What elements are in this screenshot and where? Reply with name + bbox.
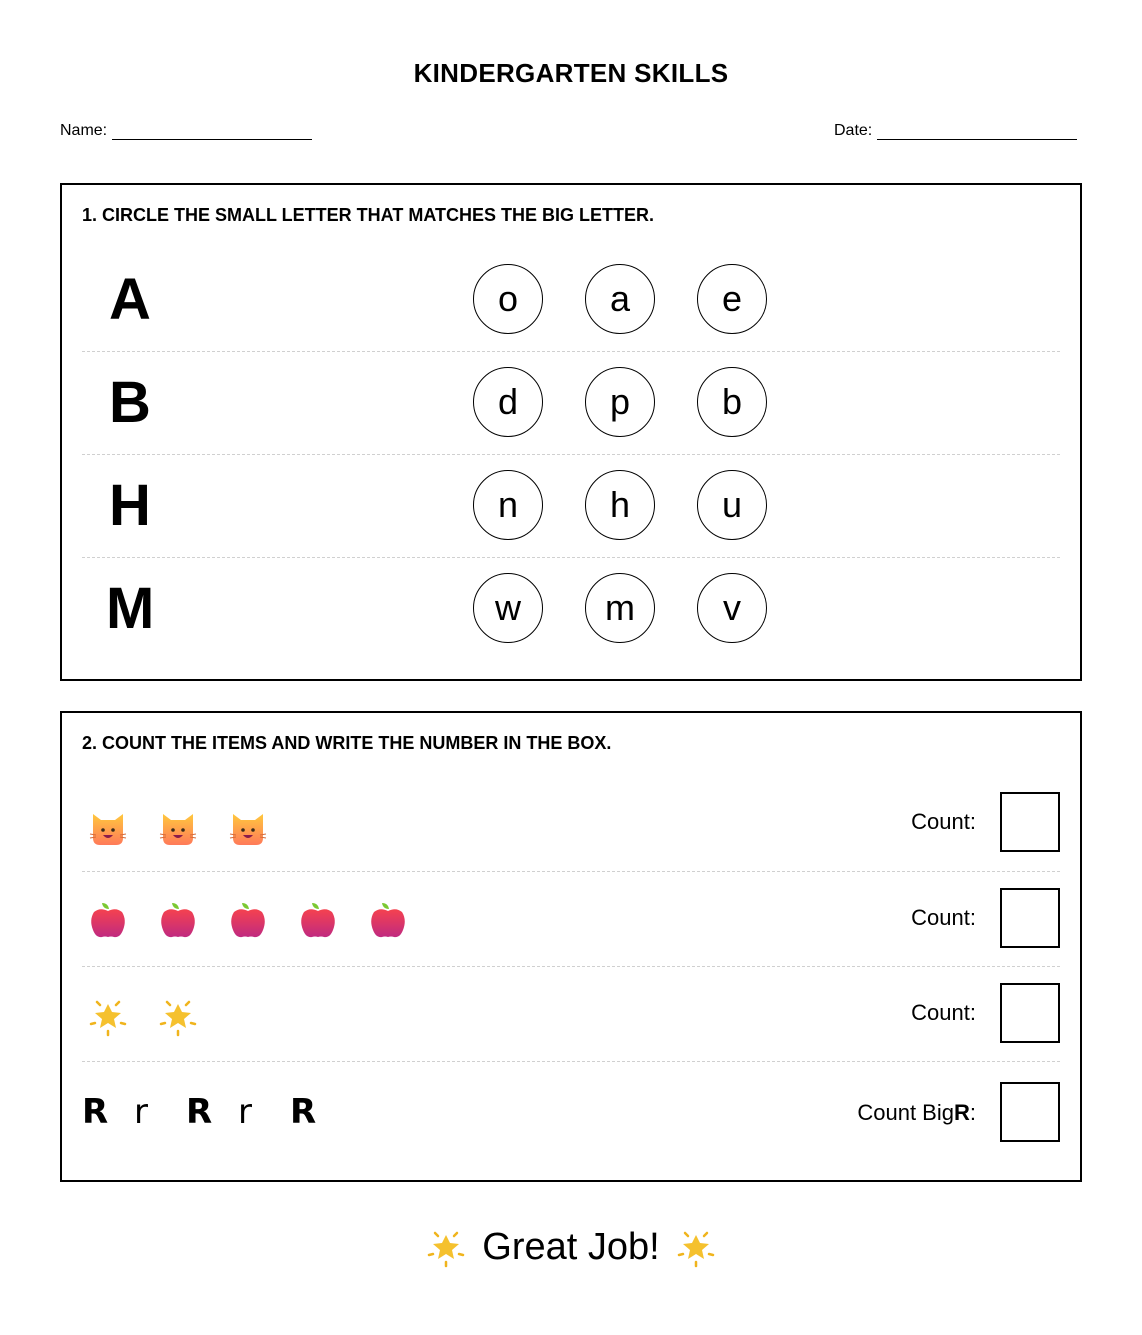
- worksheet-title: KINDERGARTEN SKILLS: [413, 58, 729, 88]
- glowing-star-icon: [426, 1228, 466, 1268]
- big-letter: H: [109, 473, 151, 538]
- letter-item: R: [186, 1092, 213, 1132]
- count-answer-box[interactable]: [1000, 888, 1060, 948]
- count-row-letters: [82, 1062, 1060, 1162]
- count-answer-box[interactable]: [1000, 792, 1060, 852]
- letter-item: R: [82, 1092, 109, 1132]
- letter-row: [82, 352, 1060, 455]
- big-letter: B: [109, 370, 151, 435]
- apple-icon: [298, 900, 338, 940]
- letter-option[interactable]: a: [585, 264, 655, 334]
- count-label-prefix: Count Big: [857, 1100, 954, 1125]
- letter-option[interactable]: o: [473, 264, 543, 334]
- letter-option[interactable]: u: [697, 470, 767, 540]
- letter-option[interactable]: p: [585, 367, 655, 437]
- date-blank-line[interactable]: [877, 125, 1077, 140]
- count-label: [857, 1100, 976, 1126]
- letter-group: [82, 1092, 342, 1132]
- apple-icon: [88, 900, 128, 940]
- count-label-bold: R: [953, 1100, 970, 1125]
- count-label: Count:: [911, 905, 976, 930]
- letter-option[interactable]: b: [697, 367, 767, 437]
- name-field[interactable]: [60, 122, 312, 140]
- letter-option[interactable]: v: [697, 573, 767, 643]
- letter-option[interactable]: d: [473, 367, 543, 437]
- big-letter: M: [106, 576, 155, 641]
- letter-item: R: [290, 1092, 317, 1132]
- letter-option[interactable]: n: [473, 470, 543, 540]
- cat-face-icon: [158, 808, 198, 848]
- cat-face-icon: [228, 808, 268, 848]
- letter-option[interactable]: m: [585, 573, 655, 643]
- apple-icon: [368, 900, 408, 940]
- letter-item: r: [134, 1092, 148, 1132]
- section-heading: 2. COUNT THE ITEMS AND WRITE THE NUMBER IN THE BOX.: [82, 733, 612, 753]
- apple-icon: [228, 900, 268, 940]
- footer-text: Great Job!: [482, 1226, 660, 1268]
- name-blank-line[interactable]: [112, 125, 312, 140]
- letter-row: [82, 248, 1060, 352]
- date-label: Date:: [834, 122, 873, 139]
- letter-option[interactable]: e: [697, 264, 767, 334]
- item-group: [88, 997, 198, 1037]
- count-answer-box[interactable]: [1000, 983, 1060, 1043]
- count-row-apples: [82, 872, 1060, 967]
- count-answer-box[interactable]: [1000, 1082, 1060, 1142]
- glowing-star-icon: [88, 997, 128, 1037]
- footer-message: [0, 1226, 1142, 1269]
- counting-section: [60, 711, 1082, 1182]
- apple-icon: [158, 900, 198, 940]
- section-heading: 1. CIRCLE THE SMALL LETTER THAT MATCHES THE BIG LETTER.: [82, 205, 654, 225]
- count-row-cats: [82, 776, 1060, 872]
- cat-face-icon: [88, 808, 128, 848]
- item-group: [88, 900, 408, 940]
- count-label: Count:: [911, 809, 976, 834]
- count-label-suffix: :: [969, 1100, 976, 1125]
- date-field[interactable]: [834, 122, 1077, 140]
- name-label: Name:: [60, 122, 108, 139]
- count-label: Count:: [911, 1000, 976, 1025]
- count-row-stars: [82, 967, 1060, 1062]
- letter-row: [82, 455, 1060, 558]
- letter-option[interactable]: h: [585, 470, 655, 540]
- item-group: [88, 808, 268, 848]
- big-letter: A: [109, 267, 151, 332]
- glowing-star-icon: [158, 997, 198, 1037]
- letter-option[interactable]: w: [473, 573, 543, 643]
- letter-item: r: [238, 1092, 252, 1132]
- glowing-star-icon: [676, 1228, 716, 1268]
- letter-row: [82, 558, 1060, 660]
- letter-matching-section: [60, 183, 1082, 681]
